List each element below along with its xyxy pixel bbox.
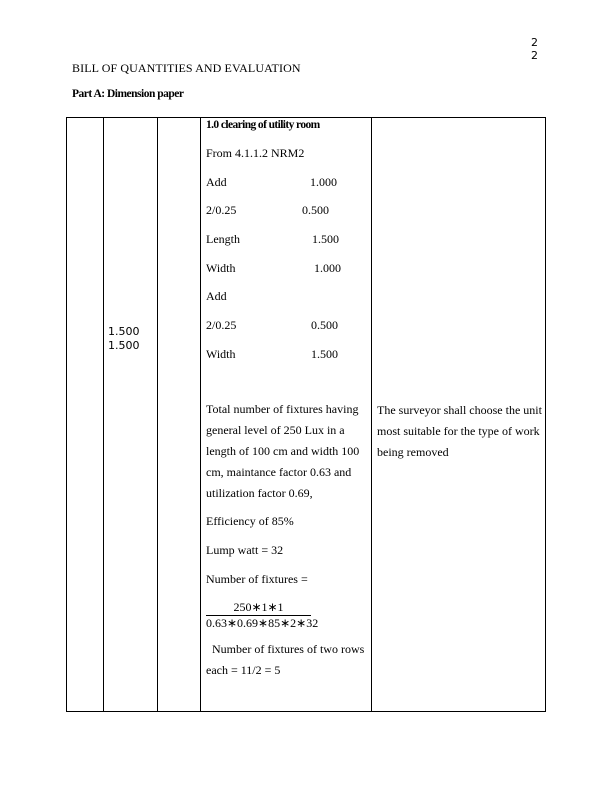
dimension-label: 2/0.25 bbox=[206, 318, 237, 332]
fixtures-description: Total number of fixtures having general level of 250 Lux in a length of 100 cm and width 100 cm, maintance factor 0.63 and utilization factor 0.69, bbox=[206, 402, 360, 500]
dimension-label: Width bbox=[206, 261, 236, 275]
dimension-value: 1.500 bbox=[311, 347, 338, 361]
quantity-value: 1.500 bbox=[108, 339, 140, 352]
formula-numerator: 250∗1∗1 bbox=[233, 600, 284, 614]
column-divider-3 bbox=[200, 117, 201, 712]
efficiency-text: Efficiency of 85% bbox=[206, 514, 294, 528]
column-divider-2 bbox=[157, 117, 158, 712]
quantity-value: 1.500 bbox=[108, 325, 140, 338]
rows-calculation: Number of fixtures of two rows each = 11/2 = 5 bbox=[206, 642, 365, 677]
lump-watt-text: Lump watt = 32 bbox=[206, 543, 284, 557]
column-divider-1 bbox=[103, 117, 104, 712]
dimension-value: 0.500 bbox=[311, 318, 338, 332]
dimension-value: 1.000 bbox=[314, 261, 341, 275]
dimension-label: Add bbox=[206, 289, 227, 303]
dimension-value: 1.500 bbox=[312, 232, 339, 246]
fixtures-label: Number of fixtures = bbox=[206, 572, 308, 586]
document-title: BILL OF QUANTITIES AND EVALUATION bbox=[72, 61, 301, 75]
dimension-label: Width bbox=[206, 347, 236, 361]
formula-denominator: 0.63∗0.69∗85∗2∗32 bbox=[206, 616, 319, 630]
item-heading: 1.0 clearing of utility room bbox=[206, 119, 320, 131]
page-number-bottom: 2 bbox=[531, 49, 538, 62]
dimension-label: Length bbox=[206, 232, 240, 246]
part-heading: Part A: Dimension paper bbox=[72, 88, 184, 100]
column-divider-4 bbox=[371, 117, 372, 712]
table-border-left bbox=[66, 117, 67, 712]
table-border-right bbox=[545, 117, 546, 712]
surveyor-note: The surveyor shall choose the unit most suitable for the type of work being removed bbox=[377, 403, 542, 459]
dimension-label: Add bbox=[206, 175, 227, 189]
dimension-value: 1.000 bbox=[310, 175, 337, 189]
reference-text: From 4.1.1.2 NRM2 bbox=[206, 146, 305, 160]
table-bottom-border bbox=[66, 711, 546, 712]
page-number-top: 2 bbox=[531, 36, 538, 49]
dimension-label: 2/0.25 bbox=[206, 203, 237, 217]
dimension-value: 0.500 bbox=[302, 203, 329, 217]
